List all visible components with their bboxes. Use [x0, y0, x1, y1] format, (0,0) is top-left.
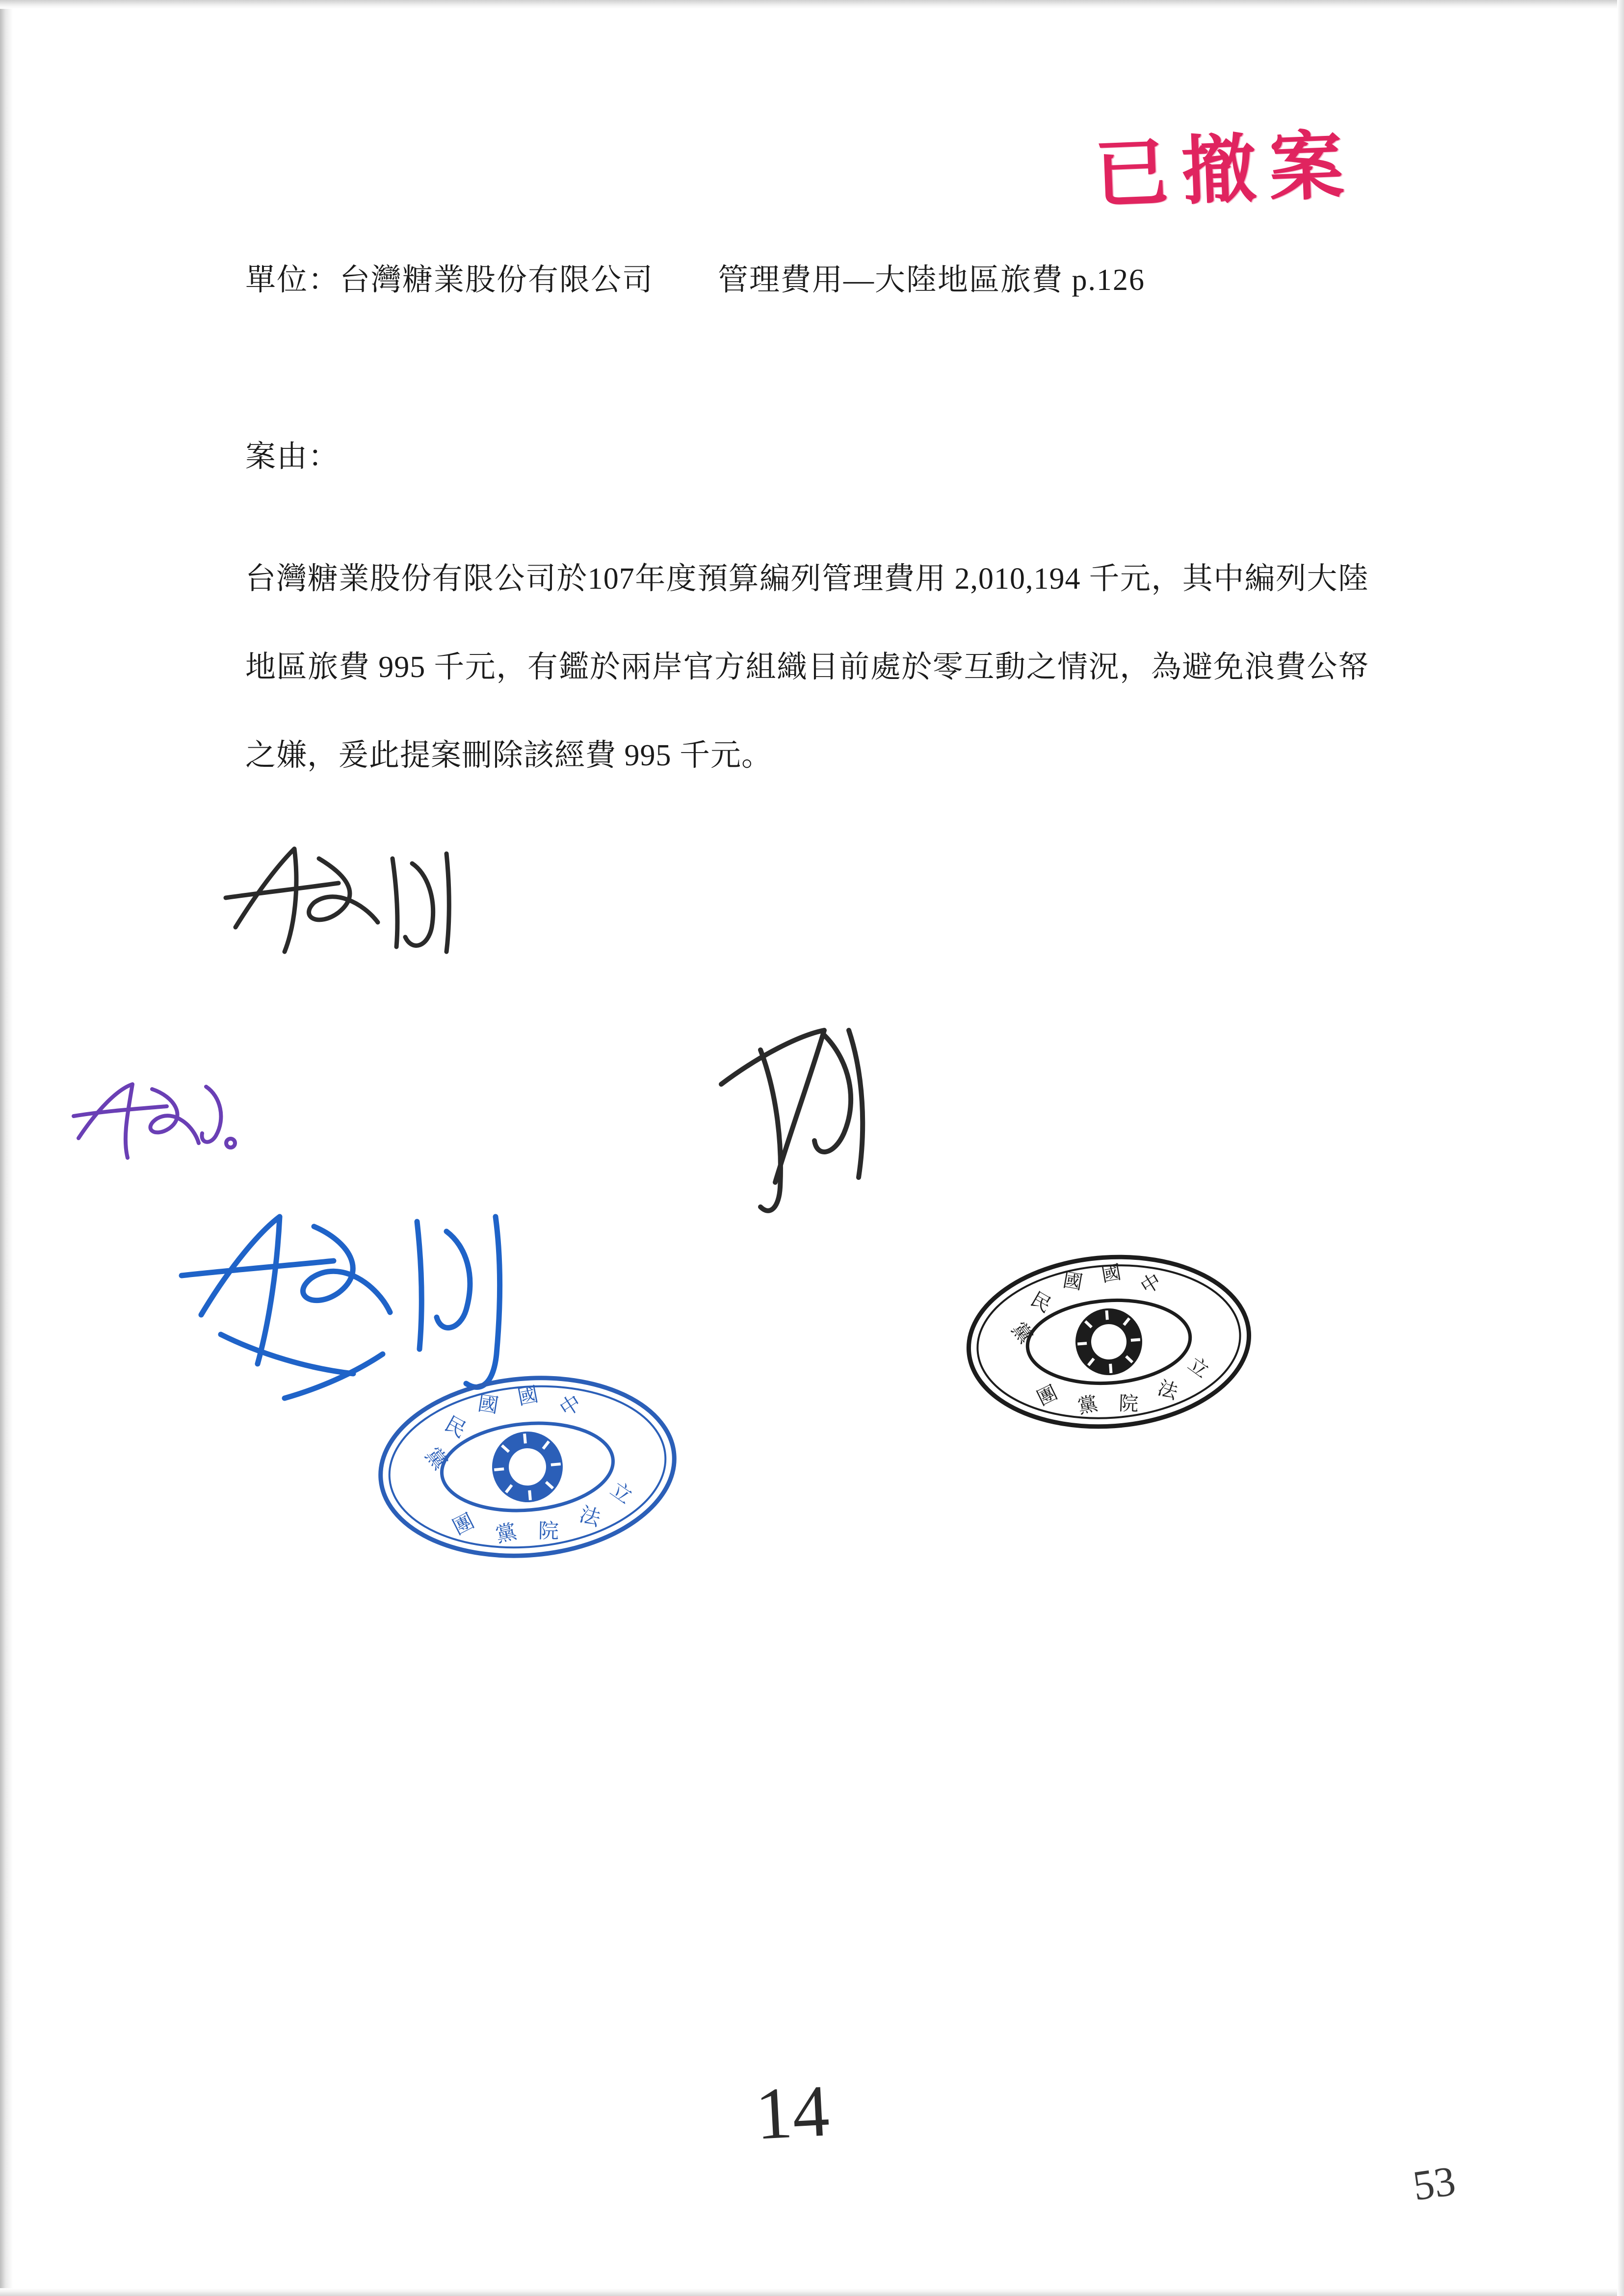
svg-text:黨: 黨: [493, 1519, 519, 1547]
svg-text:團: 團: [448, 1509, 478, 1539]
signature-purple-left: [69, 1070, 255, 1173]
body-paragraph: 台灣糖業股份有限公司於107年度預算編列管理費用 2,010,194 千元，其中編列大陸地區旅費 995 千元，有鑑於兩岸官方組織目前處於零互動之情況，為避免浪費公帑之嫌，爰此提案刪除該經費 995 千元。: [245, 562, 1369, 772]
svg-text:中: 中: [555, 1390, 586, 1422]
svg-text:中: 中: [1136, 1269, 1166, 1299]
svg-text:民: 民: [1026, 1287, 1055, 1317]
legislative-yuan-seal-blue: [373, 1369, 682, 1565]
folio-number: 53: [1410, 2157, 1459, 2210]
document-header: [245, 255, 1145, 299]
svg-text:黨: 黨: [1075, 1392, 1100, 1419]
svg-text:民: 民: [441, 1411, 471, 1443]
legislative-yuan-seal-black: [962, 1246, 1256, 1437]
scan-edge-bottom: [0, 2288, 1624, 2296]
page-number: 14: [753, 2070, 832, 2155]
svg-text:黨: 黨: [420, 1443, 453, 1474]
body-text: [245, 535, 1369, 800]
svg-text:國: 國: [476, 1390, 500, 1418]
scan-edge-left: [0, 0, 13, 2296]
svg-text:團: 團: [1033, 1381, 1061, 1410]
signature-black-right: [702, 1020, 913, 1226]
svg-text:國: 國: [1100, 1261, 1123, 1287]
scan-edge-top: [0, 0, 1624, 9]
svg-text:院: 院: [1118, 1392, 1139, 1416]
case-label: 案由：: [245, 440, 340, 473]
svg-text:法: 法: [576, 1502, 603, 1531]
unit-label: 單位：台灣糖業股份有限公司: [245, 263, 654, 297]
svg-text:國: 國: [515, 1382, 541, 1410]
signature-black-top: [216, 829, 559, 976]
svg-text:黨: 黨: [1007, 1318, 1037, 1348]
scan-edge-right: [1617, 0, 1624, 2296]
withdrawn-stamp: 已撤案: [1093, 120, 1358, 219]
svg-text:院: 院: [538, 1518, 559, 1543]
svg-text:立: 立: [606, 1477, 637, 1509]
svg-text:法: 法: [1154, 1376, 1181, 1404]
svg-text:立: 立: [1183, 1353, 1213, 1383]
svg-text:國: 國: [1061, 1269, 1085, 1295]
subject-label: 管理費用—大陸地區旅費 p.126: [718, 263, 1146, 297]
